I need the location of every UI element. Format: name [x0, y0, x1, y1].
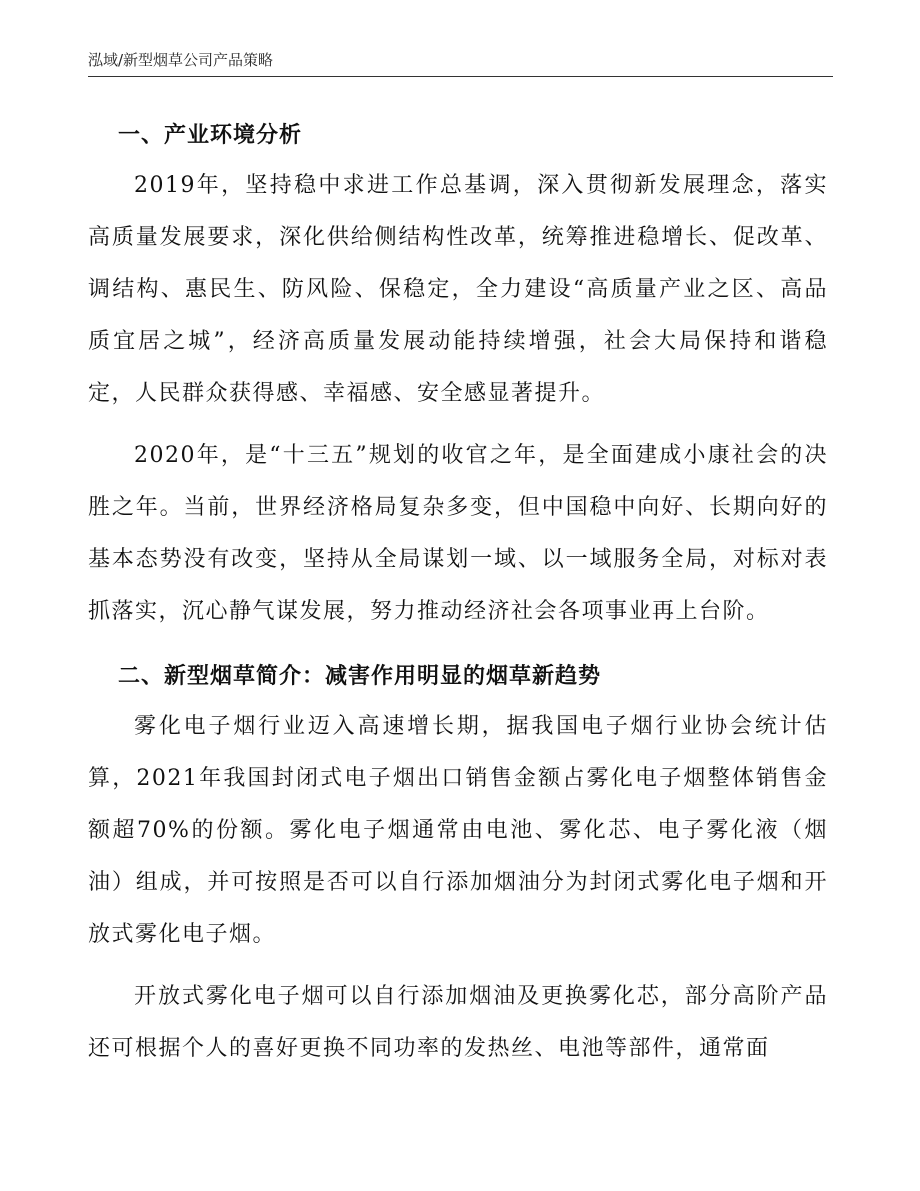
section-heading-industry-environment: 一、产业环境分析 [118, 122, 303, 148]
running-header: 泓域/新型烟草公司产品策略 [88, 51, 274, 69]
paragraph: 开放式雾化电子烟可以自行添加烟油及更换雾化芯，部分高阶产品还可根据个人的喜好更换不同功率的发热丝、电池等部件，通常面 [88, 984, 828, 1061]
body-text [88, 110, 828, 1085]
header-divider [88, 76, 833, 77]
paragraph: 2019年，坚持稳中求进工作总基调，深入贯彻新发展理念，落实高质量发展要求，深化供给侧结构性改革，统筹推进稳增长、促改革、调结构、惠民生、防风险、保稳定，全力建设“高质量产业之区、高品质宜居之城”，经济高质量发展动能持续增强，社会大局保持和谐稳定，人民群众获得感、幸福感、安全感显著提升。 [88, 173, 828, 406]
paragraph: 雾化电子烟行业迈入高速增长期，据我国电子烟行业协会统计估算，2021年我国封闭式电子烟出口销售金额占雾化电子烟整体销售金额超70%的份额。雾化电子烟通常由电池、雾化芯、电子雾化液（烟油）组成，并可按照是否可以自行添加烟油分为封闭式雾化电子烟和开放式雾化电子烟。 [88, 714, 828, 947]
paragraph: 2020年，是“十三五”规划的收官之年，是全面建成小康社会的决胜之年。当前，世界经济格局复杂多变，但中国稳中向好、长期向好的基本态势没有改变，坚持从全局谋划一域、以一域服务全局，对标对表抓落实，沉心静气谋发展，努力推动经济社会各项事业再上台阶。 [88, 443, 828, 624]
section-heading-new-tobacco-intro: 二、新型烟草简介：减害作用明显的烟草新趋势 [118, 663, 602, 689]
